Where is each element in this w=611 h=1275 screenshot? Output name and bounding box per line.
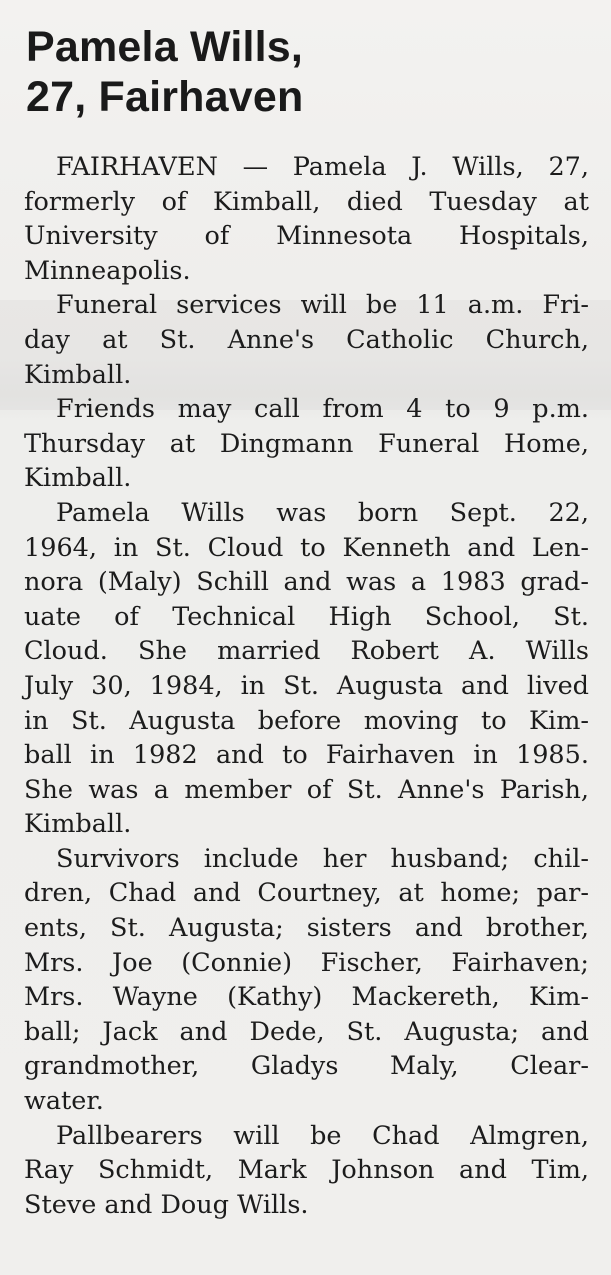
obituary-paragraph (24, 150, 589, 288)
text-line: uate of Technical High School, St. (24, 601, 589, 632)
text-line: Mrs. Wayne (Kathy) Mackereth, Kim- (24, 982, 589, 1013)
obituary-paragraph (24, 288, 589, 392)
obituary-paragraph (24, 496, 589, 842)
text-line: ball; Jack and Dede, St. Augusta; and (24, 1016, 589, 1047)
text-line: grandmother, Gladys Maly, Clear- (24, 1051, 589, 1082)
obituary-body (24, 150, 589, 1222)
headline-line: Pamela Wills, (26, 23, 304, 71)
text-line: Survivors include her husband; chil- (56, 843, 589, 874)
text-line: University of Minnesota Hospitals, (24, 221, 589, 252)
obituary-paragraph (24, 392, 589, 496)
text-line: Friends may call from 4 to 9 p.m. (56, 394, 589, 425)
text-line: She was a member of St. Anne's Parish, (24, 774, 589, 805)
text-line: ents, St. Augusta; sisters and brother, (24, 913, 589, 944)
text-line: dren, Chad and Courtney, at home; par- (24, 878, 589, 909)
text-line: Minneapolis. (24, 255, 191, 286)
text-line: ball in 1982 and to Fairhaven in 1985. (24, 740, 589, 771)
text-line: FAIRHAVEN — Pamela J. Wills, 27, (56, 152, 589, 182)
text-line: Cloud. She married Robert A. Wills (24, 636, 589, 667)
text-line: 1964, in St. Cloud to Kenneth and Len- (24, 532, 589, 563)
text-line: Steve and Doug Wills. (24, 1189, 309, 1220)
text-line: Mrs. Joe (Connie) Fischer, Fairhaven; (24, 947, 589, 978)
text-line: in St. Augusta before moving to Kim- (24, 705, 589, 736)
text-line: Funeral services will be 11 a.m. Fri- (56, 290, 589, 321)
text-line: formerly of Kimball, died Tuesday at (24, 186, 589, 217)
text-line: July 30, 1984, in St. Augusta and lived (24, 670, 589, 701)
obituary-paragraph (24, 1119, 589, 1223)
text-line: Ray Schmidt, Mark Johnson and Tim, (24, 1155, 589, 1186)
text-line: nora (Maly) Schill and was a 1983 grad- (24, 567, 589, 598)
text-line: Kimball. (24, 463, 132, 494)
text-line: water. (24, 1086, 104, 1117)
text-line: day at St. Anne's Catholic Church, (24, 324, 589, 355)
text-line: Kimball. (24, 809, 132, 840)
headline-line: 27, Fairhaven (26, 73, 304, 121)
obituary-paragraph (24, 842, 589, 1119)
text-line: Pallbearers will be Chad Almgren, (56, 1120, 589, 1151)
text-line: Thursday at Dingmann Funeral Home, (24, 428, 589, 459)
text-line: Kimball. (24, 359, 132, 390)
text-line: Pamela Wills was born Sept. 22, (56, 497, 589, 528)
obituary-headline (26, 22, 596, 122)
